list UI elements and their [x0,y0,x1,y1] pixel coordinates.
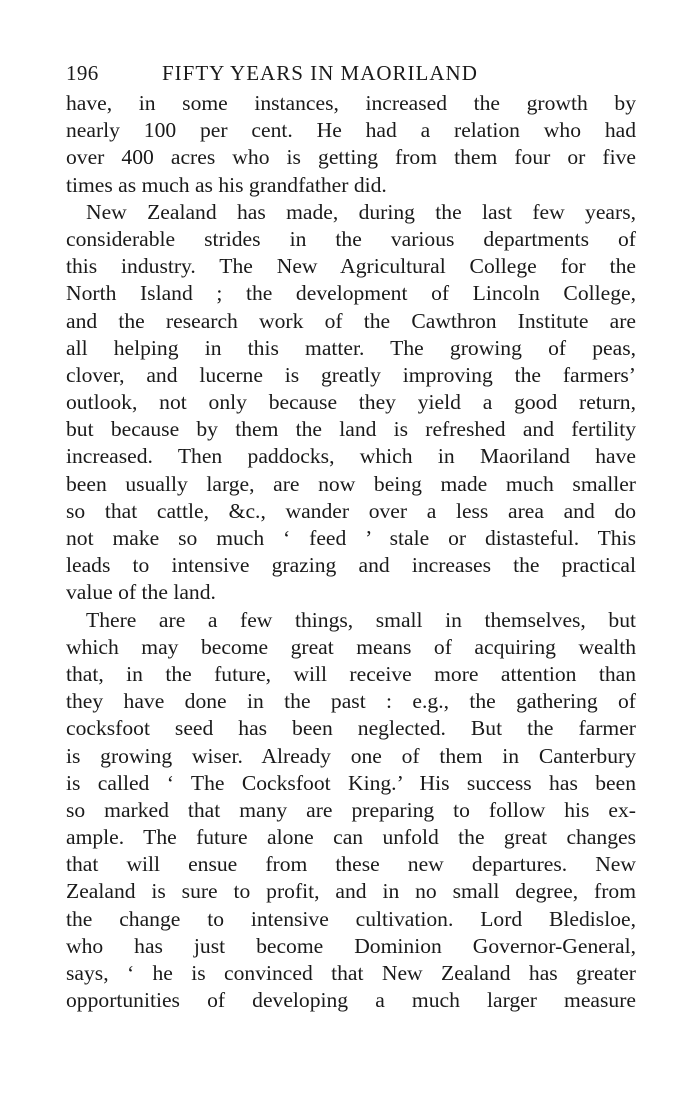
text-line: outlook, not only because they yield a good return, [66,390,636,415]
text-line: says, ‘ he is convinced that New Zealand has greater [66,961,636,985]
text-line: who has just become Dominion Governor-General, [66,933,636,958]
book-page [66,56,636,1014]
paragraph-1 [66,90,636,199]
paragraph-2 [66,199,636,607]
text-line: increased. Then paddocks, which in Maoriland have [66,444,636,469]
text-line: have, in some instances, increased the growth by [66,91,636,115]
text-line: ample. The future alone can unfold the great changes [66,825,636,850]
text-line: There are a few things, small in themselves, but [86,607,636,632]
text-line: so marked that many are preparing to follow his ex- [66,797,636,822]
text-line: New Zealand has made, during the last few years, [86,199,636,224]
text-line: which may become great means of acquiring wealth [66,634,636,659]
text-line: leads to intensive grazing and increases the practical [66,553,636,578]
text-line: they have done in the past : e.g., the gathering of [66,689,636,714]
page-number: 196 [66,61,99,85]
text-line: and the research work of the Cawthron Institute are [66,308,636,333]
text-line: the change to intensive cultivation. Lord Bledisloe, [66,906,636,931]
text-line: is called ‘ The Cocksfoot King.’ His success has been [66,770,636,795]
text-line: opportunities of developing a much larger measure [66,988,636,1013]
text-line: cocksfoot seed has been neglected. But the farmer [66,716,636,741]
text-line: value of the land. [66,580,216,605]
text-line: that will ensue from these new departures. New [66,852,636,877]
text-line: but because by them the land is refreshed and fertility [66,417,636,442]
text-line: clover, and lucerne is greatly improving the farmers’ [66,362,636,387]
paragraph-3 [66,607,636,1015]
text-line: been usually large, are now being made much smaller [66,471,636,496]
text-line: nearly 100 per cent. He had a relation who had [66,118,636,143]
text-line: that, in the future, will receive more attention than [66,661,636,686]
text-line: is growing wiser. Already one of them in Canterbury [66,743,636,768]
text-line: so that cattle, &c., wander over a less area and do [66,498,636,523]
text-line: over 400 acres who is getting from them four or five [66,145,636,170]
text-line: times as much as his grandfather did. [66,172,387,197]
running-head [66,56,636,90]
body-text [66,90,636,1014]
text-line: Zealand is sure to profit, and in no small degree, from [66,879,636,904]
text-line: this industry. The New Agricultural College for the [66,254,636,279]
text-line: all helping in this matter. The growing of peas, [66,335,636,360]
text-line: not make so much ‘ feed ’ stale or distasteful. This [66,526,636,550]
text-line: North Island ; the development of Lincoln College, [66,281,636,306]
text-line: considerable strides in the various departments of [66,226,636,251]
running-title: FIFTY YEARS IN MAORILAND [162,61,478,85]
